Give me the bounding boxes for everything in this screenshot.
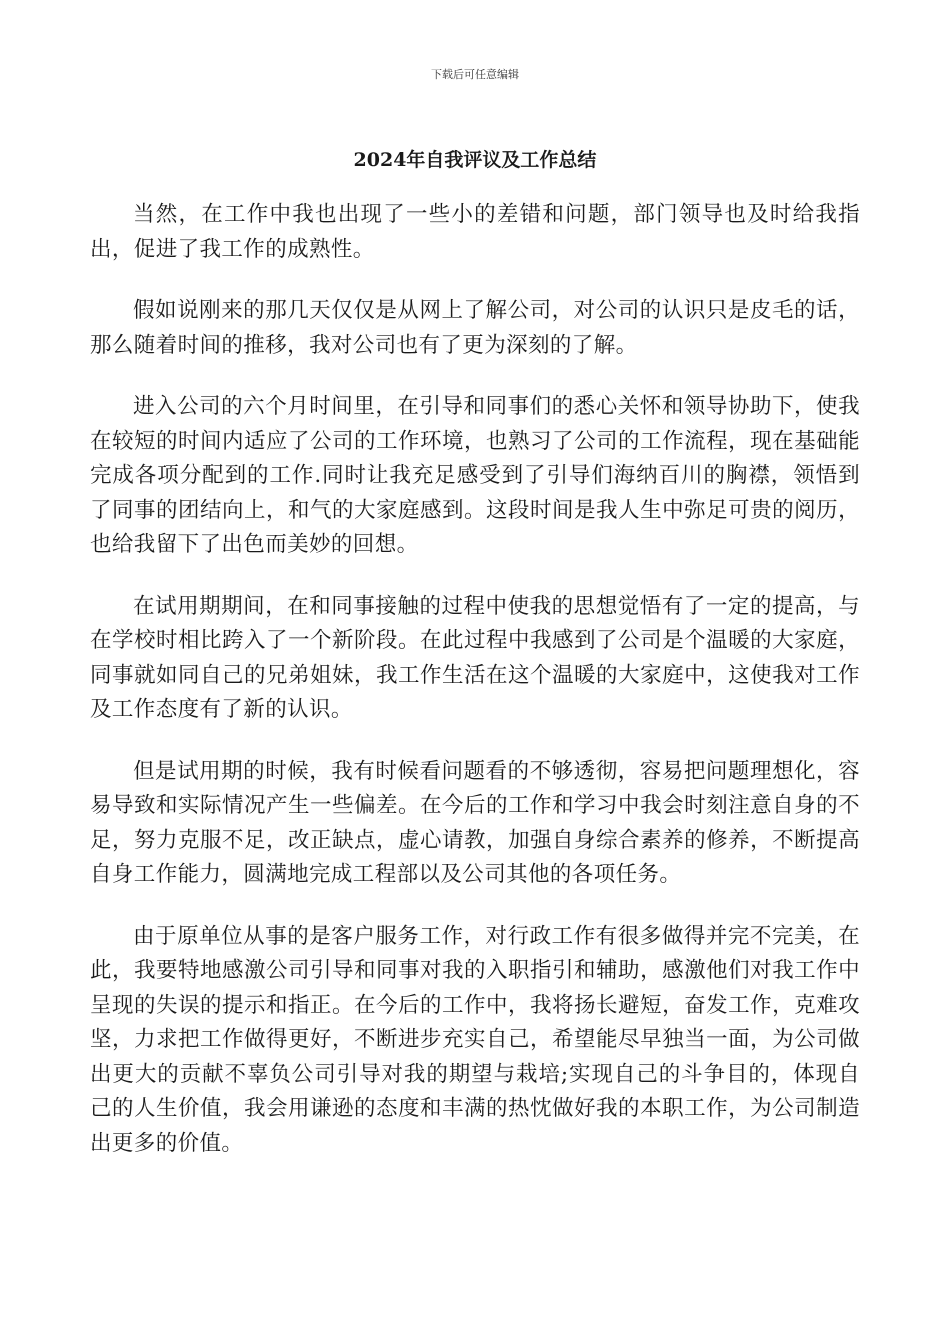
paragraph-6: 由于原单位从事的是客户服务工作，对行政工作有很多做得并完不完美，在此，我要特地感激公司引导和同事对我的入职指引和辅助，感激他们对我工作中呈现的失误的提示和指正。在今后的工作中，我将扬长避短，奋发工作，克难攻坚，力求把工作做得更好，不断进步充实自己，希望能尽早独当一面，为公司做出更大的贡献不辜负公司引导对我的期望与栽培;实现自己的斗争目的，体现自己的人生价值，我会用谦逊的态度和丰满的热忱做好我的本职工作，为公司制造出更多的价值。 [90, 923, 860, 1156]
paragraph-5: 但是试用期的时候，我有时候看问题看的不够透彻，容易把问题理想化，容易导致和实际情况产生一些偏差。在今后的工作和学习中我会时刻注意自身的不足，努力克服不足，改正缺点，虚心请教，加强自身综合素养的修养，不断提高自身工作能力，圆满地完成工程部以及公司其他的各项任务。 [90, 758, 860, 887]
document-body [90, 198, 860, 1188]
page-header-note: 下载后可任意编辑 [431, 68, 519, 81]
paragraph-2: 假如说刚来的那几天仅仅是从网上了解公司，对公司的认识只是皮毛的话，那么随着时间的推移，我对公司也有了更为深刻的了解。 [90, 298, 860, 358]
document-title: 2024年自我评议及工作总结 [353, 149, 597, 171]
paragraph-1: 当然，在工作中我也出现了一些小的差错和问题，部门领导也及时给我指出，促进了我工作的成熟性。 [90, 202, 860, 262]
paragraph-4: 在试用期期间，在和同事接触的过程中使我的思想觉悟有了一定的提高，与在学校时相比跨入了一个新阶段。在此过程中我感到了公司是个温暖的大家庭，同事就如同自己的兄弟姐妹，我工作生活在这个温暖的大家庭中，这使我对工作及工作态度有了新的认识。 [90, 593, 860, 722]
paragraph-3: 进入公司的六个月时间里，在引导和同事们的悉心关怀和领导协助下，使我在较短的时间内适应了公司的工作环境，也熟习了公司的工作流程，现在基础能完成各项分配到的工作.同时让我充足感受到了引导们海纳百川的胸襟，领悟到了同事的团结向上，和气的大家庭感到。这段时间是我人生中弥足可贵的阅历，也给我留下了出色而美妙的回想。 [90, 394, 860, 557]
